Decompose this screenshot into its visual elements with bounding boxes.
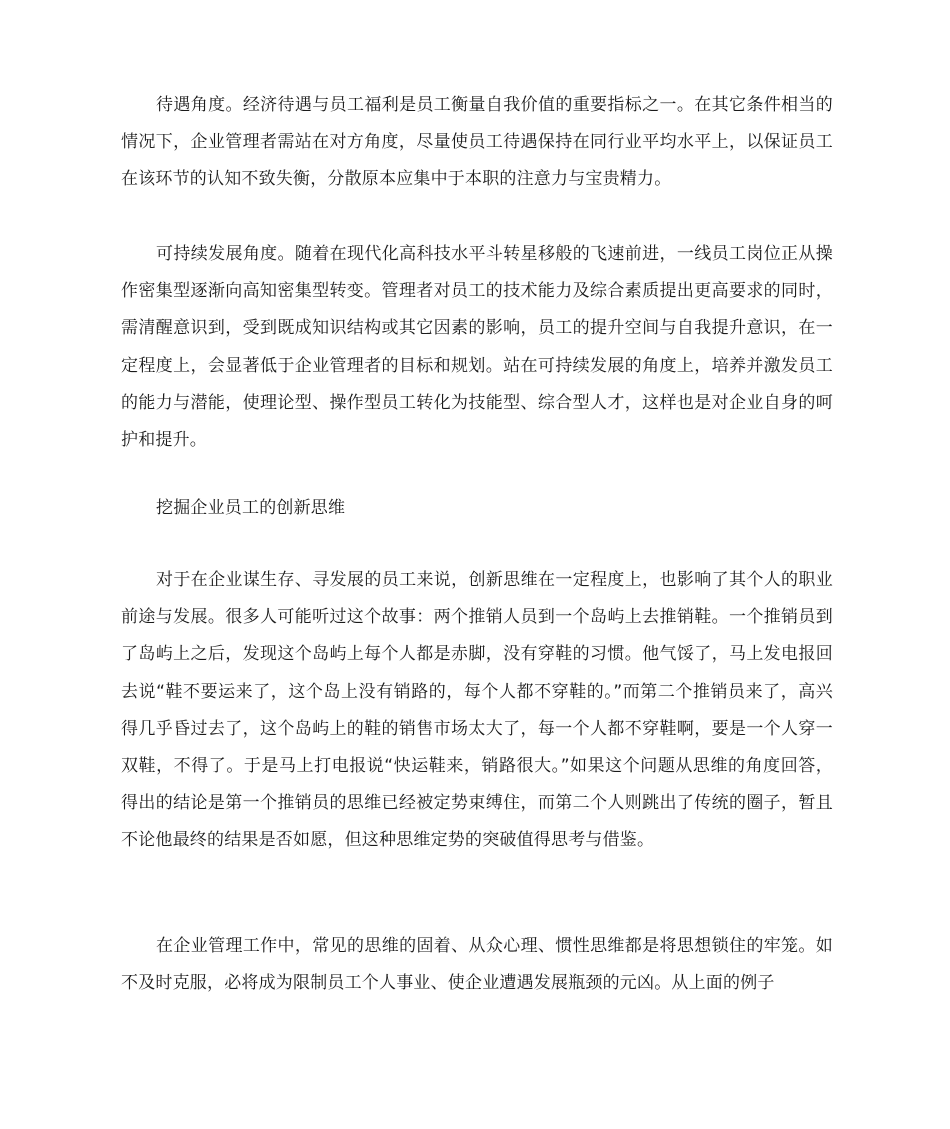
paragraph-management-thinking: 在企业管理工作中，常见的思维的固着、从众心理、惯性思维都是将思想锁住的牢笼。如不及时克服，必将成为限制员工个人事业、使企业遭遇发展瓶颈的元凶。从上面的例子 (121, 936, 833, 994)
paragraph-sustainable-development: 可持续发展角度。随着在现代化高科技水平斗转星移般的飞速前进，一线员工岗位正从操作密集型逐渐向高知密集型转变。管理者对员工的技术能力及综合素质提出更高要求的同时，需清醒意识到，受到既成知识结构或其它因素的影响，员工的提升空间与自我提升意识，在一定程度上，会显著低于企业管理者的目标和规划。站在可持续发展的角度上，培养并激发员工的能力与潜能，使理论型、操作型员工转化为技能型、综合型人才，这样也是对企业自身的呵护和提升。 (121, 244, 833, 451)
paragraph-innovation-story: 对于在企业谋生存、寻发展的员工来说，创新思维在一定程度上，也影响了其个人的职业前途与发展。很多人可能听过这个故事：两个推销人员到一个岛屿上去推销鞋。一个推销员到了岛屿上之后，发现这个岛屿上每个人都是赤脚，没有穿鞋的习惯。他气馁了，马上发电报回去说“鞋不要运来了，这个岛上没有销路的，每个人都不穿鞋的。”而第二个推销员来了，高兴得几乎昏过去了，这个岛屿上的鞋的销售市场太大了，每一个人都不穿鞋啊，要是一个人穿一双鞋，不得了。于是马上打电报说“快运鞋来，销路很大。”如果这个问题从思维的角度回答，得出的结论是第一个推销员的思维已经被定势束缚住，而第二个人则跳出了传统的圈子，暂且不论他最终的结果是否如愿，但这种思维定势的突破值得思考与借鉴。 (121, 570, 833, 851)
section-heading: 挖掘企业员工的创新思维 (156, 498, 346, 518)
paragraph-compensation: 待遇角度。经济待遇与员工福利是员工衡量自我价值的重要指标之一。在其它条件相当的情况下，企业管理者需站在对方角度，尽量使员工待遇保持在同行业平均水平上，以保证员工在该环节的认知不致失衡，分散原本应集中于本职的注意力与宝贵精力。 (121, 95, 833, 190)
